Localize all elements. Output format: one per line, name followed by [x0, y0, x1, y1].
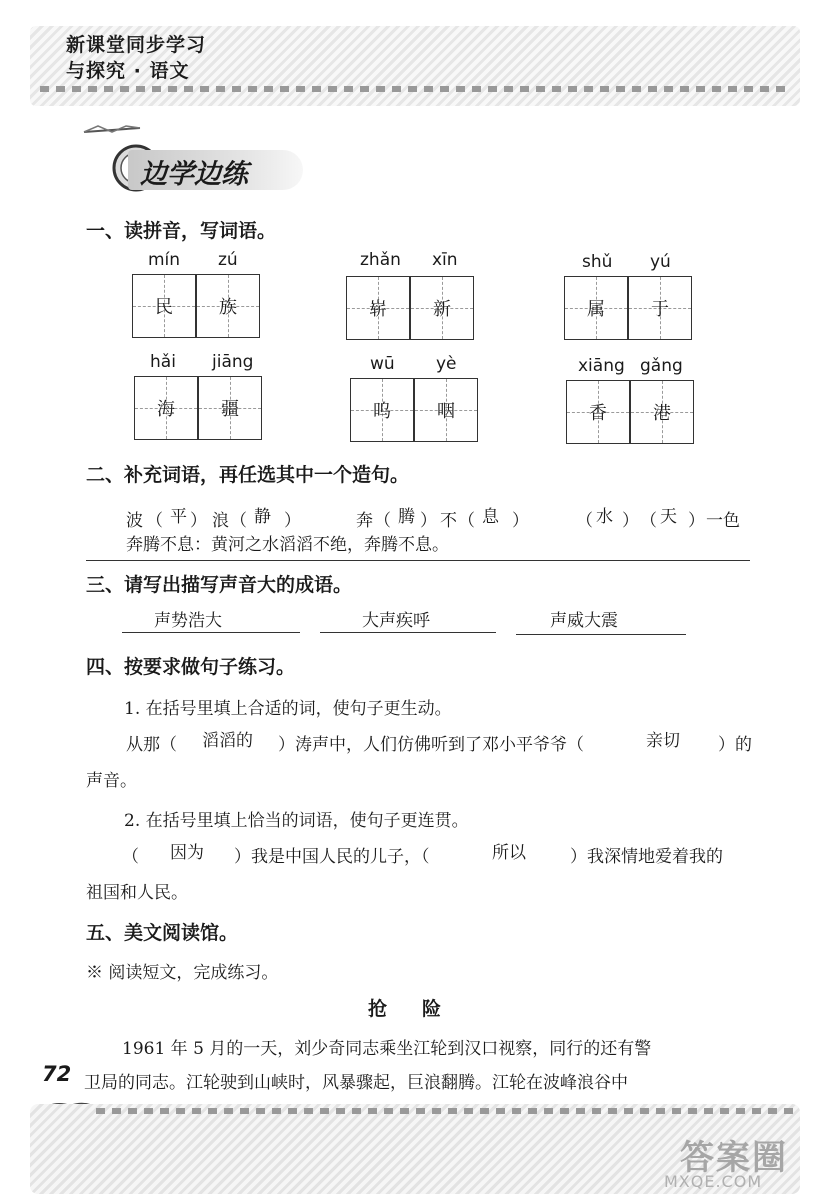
paren-close: ）	[688, 511, 705, 531]
answer-text: 声势浩大	[154, 611, 222, 631]
pinyin: xīn	[432, 250, 458, 270]
paren-close: ）	[512, 511, 529, 531]
answer-text: 静	[254, 507, 271, 527]
pinyin: shǔ	[582, 252, 613, 272]
paren-close: ）	[190, 511, 207, 531]
answer-text: 所以	[492, 843, 526, 863]
answer-line	[320, 632, 496, 633]
pinyin: hǎi	[150, 352, 176, 372]
idiom-char: 波	[126, 511, 143, 531]
pinyin: zú	[218, 250, 238, 270]
instruction: 2. 在括号里填上恰当的词语，使句子更连贯。	[124, 811, 469, 831]
char-box: 崭	[346, 276, 410, 340]
char-box: 新	[410, 276, 474, 340]
watermark-logo: 答案圈	[680, 1138, 788, 1178]
paren-open: （	[640, 511, 657, 531]
char-box: 于	[628, 276, 692, 340]
answer-text: 平	[170, 507, 187, 527]
pinyin: mín	[148, 250, 181, 270]
pinyin: gǎng	[640, 356, 683, 376]
answer-text: 大声疾呼	[362, 611, 430, 631]
story-title: 抢 险	[368, 998, 450, 1020]
paren-open: （	[146, 511, 163, 531]
paren-open: （	[458, 511, 475, 531]
char-box: 呜	[350, 378, 414, 442]
char-box: 属	[564, 276, 628, 340]
char-box: 族	[196, 274, 260, 338]
char-box: 民	[132, 274, 196, 338]
q1-title: 一、读拼音，写词语。	[86, 220, 277, 242]
answer-text: 天	[660, 507, 677, 527]
q4-title: 四、按要求做句子练习。	[86, 656, 296, 678]
story-line: 卫局的同志。江轮驶到山峡时，风暴骤起，巨浪翻腾。江轮在波峰浪谷中	[84, 1073, 628, 1093]
pinyin: zhǎn	[360, 250, 401, 270]
pinyin: jiāng	[212, 352, 254, 372]
answer-text: 息	[482, 507, 499, 527]
answer-line	[122, 632, 300, 633]
answer-text: 水	[596, 507, 613, 527]
paren-close: ）	[284, 511, 301, 531]
example-sentence: 奔腾不息：黄河之水滔滔不绝，奔腾不息。	[126, 535, 449, 555]
sentence-part: ）我是中国人民的儿子，（	[234, 847, 430, 867]
pinyin: yè	[436, 354, 457, 374]
paren-open: （	[230, 511, 247, 531]
q5-title: 五、美文阅读馆。	[86, 922, 239, 944]
idiom-char: 奔	[356, 511, 373, 531]
paren-open: （	[576, 511, 593, 531]
page-number: 72	[42, 1062, 72, 1086]
answer-line	[86, 560, 750, 561]
paren-close: ）	[622, 511, 639, 531]
char-box: 咽	[414, 378, 478, 442]
watermark-url: MXQE.COM	[664, 1172, 763, 1191]
answer-line	[516, 634, 686, 635]
book-title-line1: 新课堂同步学习	[66, 34, 207, 56]
char-box: 港	[630, 380, 694, 444]
char-box: 香	[566, 380, 630, 444]
book-title-line2: 与探究 · 语文	[66, 60, 190, 82]
char-box: 疆	[198, 376, 262, 440]
section-banner-title: 边学边练	[140, 159, 248, 190]
reading-note: ※ 阅读短文，完成练习。	[86, 963, 279, 983]
sentence-part: ）涛声中，人们仿佛听到了邓小平爷爷（	[278, 735, 584, 755]
story-line: 1961 年 5 月的一天，刘少奇同志乘坐江轮到汉口视察，同行的还有警	[122, 1039, 652, 1059]
instruction: 1. 在括号里填上合适的词，使句子更生动。	[124, 699, 452, 719]
paren-open: （	[374, 511, 391, 531]
char-box: 海	[134, 376, 198, 440]
sentence-part: 声音。	[86, 771, 137, 791]
idiom-char: 不	[440, 511, 457, 531]
answer-text: 因为	[170, 843, 204, 863]
pinyin: yú	[650, 252, 671, 272]
q3-title: 三、请写出描写声音大的成语。	[86, 574, 353, 596]
answer-text: 亲切	[646, 731, 680, 751]
sentence-part: 祖国和人民。	[86, 883, 188, 903]
sentence-part: （	[122, 847, 139, 867]
paren-close: ）	[420, 511, 437, 531]
sentence-part: ）我深情地爱着我的	[570, 847, 723, 867]
idiom-suffix: 一色	[706, 511, 740, 531]
answer-text: 声威大震	[550, 611, 618, 631]
q2-title: 二、补充词语，再任选其中一个造句。	[86, 464, 410, 486]
answer-text: 滔滔的	[202, 731, 253, 751]
idiom-char: 浪	[212, 511, 229, 531]
pinyin: wū	[370, 354, 395, 374]
footer-divider	[96, 1108, 796, 1114]
pinyin: xiāng	[578, 356, 625, 376]
sentence-part: ）的	[718, 735, 752, 755]
header-divider	[40, 86, 790, 92]
sentence-part: 从那（	[126, 735, 177, 755]
answer-text: 腾	[398, 507, 415, 527]
